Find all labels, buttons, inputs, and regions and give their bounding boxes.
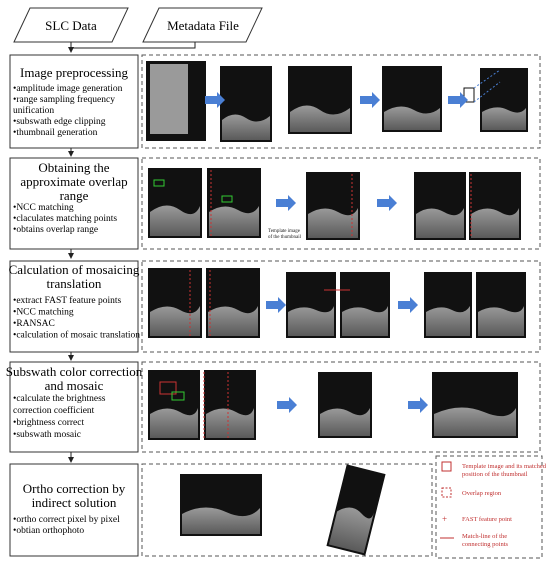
legend-item-4-line1: Match-line of the — [462, 533, 508, 540]
step-title: translation — [46, 276, 102, 291]
step-bullet: •NCC matching — [13, 307, 74, 318]
step-title: Subswath color correction — [5, 364, 143, 379]
flow-arrow-icon — [266, 297, 286, 313]
row5-images — [180, 464, 386, 555]
legend-item-1-line1: Template image and its matched — [462, 463, 547, 470]
step-bullet: •subswath mosaic — [13, 430, 81, 440]
step-bullet: •RANSAC — [13, 319, 55, 329]
red-square-icon — [442, 462, 451, 471]
step-bullet: •calculation of mosaic translation — [13, 330, 141, 341]
flow-arrow-icon — [408, 397, 428, 413]
row2-images — [148, 168, 521, 240]
flow-arrow-icon — [277, 397, 297, 413]
legend — [440, 462, 547, 548]
step-title: Ortho correction by — [22, 481, 126, 496]
step-title: Obtaining the — [38, 160, 110, 175]
slc-data-shape — [14, 8, 128, 42]
step-title: indirect solution — [31, 495, 117, 510]
row1-images — [146, 61, 528, 142]
step-title: range — [59, 188, 89, 203]
step-box-3 — [9, 261, 141, 352]
step-title: Image preprocessing — [20, 65, 128, 80]
dashed-square-icon — [442, 488, 451, 497]
step-bullet: correction coefficient — [13, 406, 95, 416]
step-bullet: •range sampling frequency — [13, 95, 115, 105]
flow-arrow-icon — [360, 92, 380, 108]
step-box-1 — [10, 55, 138, 148]
step-title: and mosaic — [44, 378, 104, 393]
amplitude-image — [150, 64, 188, 134]
legend-item-2-line1: Overlap region — [462, 490, 502, 497]
step-bullet: •extract FAST feature points — [13, 296, 122, 306]
slc-data-label: SLC Data — [45, 18, 97, 33]
flow-arrow-icon — [276, 195, 296, 211]
step-bullet: •obtains overlap range — [13, 225, 99, 235]
step-bullet: •ortho correct pixel by pixel — [13, 515, 120, 525]
connector-line — [71, 42, 195, 48]
legend-item-3-line1: FAST feature point — [462, 516, 512, 523]
step-box-5 — [10, 464, 138, 556]
plus-icon: + — [442, 514, 448, 524]
step-bullet: •amplitude image generation — [13, 84, 123, 94]
row4-images — [148, 370, 518, 440]
step-bullet: •thumbnail generation — [13, 128, 98, 138]
flow-arrow-icon — [398, 297, 418, 313]
step-bullet: •obtian orthophoto — [13, 526, 85, 536]
step-bullet: •calculate the brightness — [13, 394, 106, 404]
legend-item-1-line2: position of the thumbnail — [462, 471, 528, 478]
step-bullet: •claculates matching points — [13, 214, 118, 224]
metadata-file-label: Metadata File — [167, 18, 239, 33]
step-title: Calculation of mosaicing — [8, 262, 140, 277]
template-note-line1: Template image — [268, 229, 300, 234]
step-box-2 — [10, 158, 138, 249]
flow-arrow-icon — [377, 195, 397, 211]
step-title: approximate overlap — [20, 174, 128, 189]
metadata-file-shape — [143, 8, 262, 42]
step-box-4 — [6, 362, 143, 452]
row3-images — [148, 268, 526, 338]
step-bullet: •NCC matching — [13, 203, 74, 213]
legend-item-4-line2: connecting points — [462, 541, 509, 548]
step-bullet: •subswath edge clipping — [13, 117, 106, 127]
template-note-line2: of the thumbnail — [268, 235, 302, 240]
step-bullet: unification — [13, 106, 55, 116]
step-bullet: •brightness correct — [13, 418, 85, 428]
